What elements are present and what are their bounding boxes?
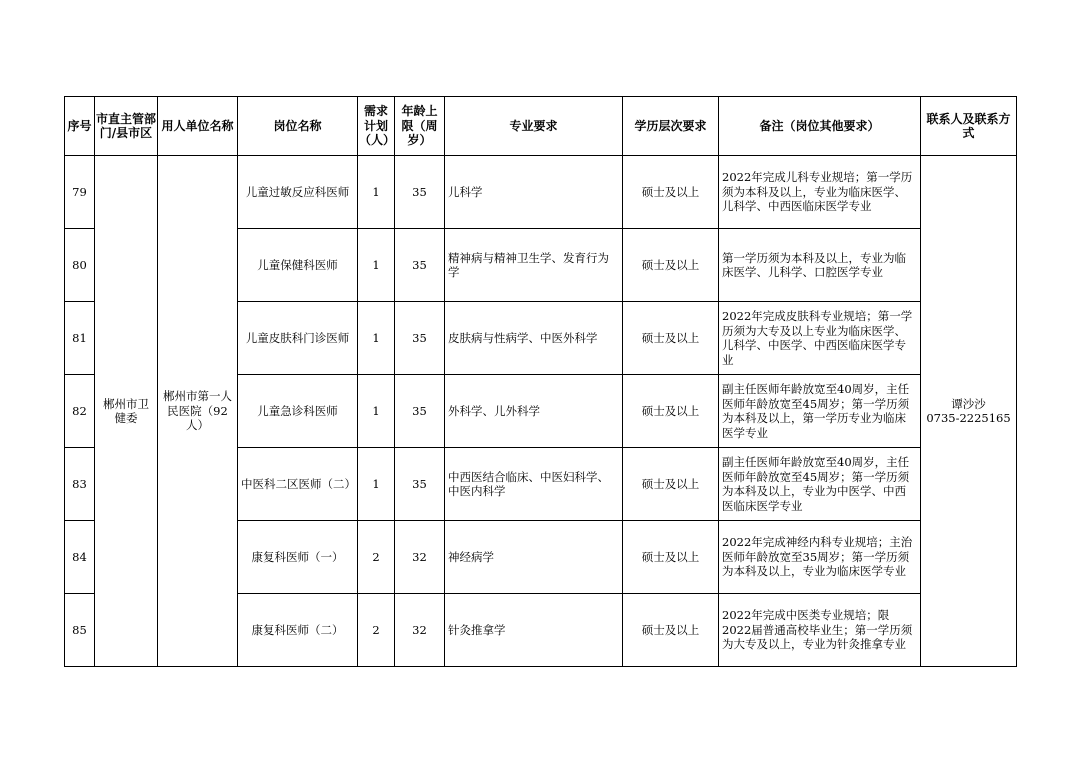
row-age: 35 — [395, 229, 445, 302]
row-notes: 2022年完成儿科专业规培；第一学历须为本科及以上，专业为临床医学、儿科学、中西医临床医学专业 — [719, 156, 921, 229]
dept-cell: 郴州市卫健委 — [95, 156, 158, 667]
row-age: 35 — [395, 156, 445, 229]
row-edu: 硕士及以上 — [623, 375, 719, 448]
row-seq: 85 — [65, 594, 95, 667]
table-row — [65, 156, 1017, 229]
row-count: 1 — [358, 448, 395, 521]
header-seq: 序号 — [65, 97, 95, 156]
row-seq: 80 — [65, 229, 95, 302]
row-major: 外科学、儿外科学 — [445, 375, 623, 448]
row-notes: 副主任医师年龄放宽至40周岁，主任医师年龄放宽至45周岁；第一学历须为本科及以上，专业为中医学、中西医临床医学专业 — [719, 448, 921, 521]
header-age: 年龄上限（周岁） — [395, 97, 445, 156]
row-edu: 硕士及以上 — [623, 594, 719, 667]
row-edu: 硕士及以上 — [623, 448, 719, 521]
row-count: 1 — [358, 156, 395, 229]
row-notes: 副主任医师年龄放宽至40周岁，主任医师年龄放宽至45周岁；第一学历须为本科及以上，第一学历专业为临床医学专业 — [719, 375, 921, 448]
employer-cell: 郴州市第一人民医院（92人） — [158, 156, 238, 667]
row-count: 2 — [358, 521, 395, 594]
row-position: 儿童过敏反应科医师 — [238, 156, 358, 229]
header-edu: 学历层次要求 — [623, 97, 719, 156]
row-seq: 84 — [65, 521, 95, 594]
header-major: 专业要求 — [445, 97, 623, 156]
row-edu: 硕士及以上 — [623, 521, 719, 594]
row-position: 儿童皮肤科门诊医师 — [238, 302, 358, 375]
contact-name: 谭沙沙 — [951, 396, 986, 411]
row-notes: 2022年完成神经内科专业规培；主治医师年龄放宽至35周岁；第一学历须为本科及以上，专业为临床医学专业 — [719, 521, 921, 594]
header-notes: 备注（岗位其他要求） — [719, 97, 921, 156]
header-row — [65, 97, 1017, 156]
recruitment-table — [64, 96, 1017, 667]
row-count: 2 — [358, 594, 395, 667]
row-position: 儿童急诊科医师 — [238, 375, 358, 448]
row-count: 1 — [358, 302, 395, 375]
row-notes: 2022年完成中医类专业规培；限2022届普通高校毕业生；第一学历须为大专及以上，专业为针灸推拿专业 — [719, 594, 921, 667]
row-position: 儿童保健科医师 — [238, 229, 358, 302]
contact-cell — [921, 156, 1017, 667]
row-major: 针灸推拿学 — [445, 594, 623, 667]
row-seq: 79 — [65, 156, 95, 229]
row-age: 35 — [395, 302, 445, 375]
row-count: 1 — [358, 229, 395, 302]
row-major: 神经病学 — [445, 521, 623, 594]
row-age: 35 — [395, 448, 445, 521]
row-seq: 82 — [65, 375, 95, 448]
row-position: 康复科医师（二） — [238, 594, 358, 667]
row-major: 精神病与精神卫生学、发育行为学 — [445, 229, 623, 302]
row-edu: 硕士及以上 — [623, 229, 719, 302]
row-seq: 81 — [65, 302, 95, 375]
row-count: 1 — [358, 375, 395, 448]
header-dept: 市直主管部门/县市区 — [95, 97, 158, 156]
header-position: 岗位名称 — [238, 97, 358, 156]
row-edu: 硕士及以上 — [623, 156, 719, 229]
row-major: 儿科学 — [445, 156, 623, 229]
row-age: 32 — [395, 521, 445, 594]
row-age: 32 — [395, 594, 445, 667]
contact-phone: 0735-2225165 — [926, 411, 1011, 425]
row-major: 皮肤病与性病学、中医外科学 — [445, 302, 623, 375]
header-employer: 用人单位名称 — [158, 97, 238, 156]
row-major: 中西医结合临床、中医妇科学、中医内科学 — [445, 448, 623, 521]
row-position: 中医科二区医师（二） — [238, 448, 358, 521]
row-position: 康复科医师（一） — [238, 521, 358, 594]
row-seq: 83 — [65, 448, 95, 521]
header-count: 需求计划（人） — [358, 97, 395, 156]
row-notes: 2022年完成皮肤科专业规培；第一学历须为大专及以上专业为临床医学、儿科学、中医学、中西医临床医学专业 — [719, 302, 921, 375]
header-contact: 联系人及联系方式 — [921, 97, 1017, 156]
row-notes: 第一学历须为本科及以上，专业为临床医学、儿科学、口腔医学专业 — [719, 229, 921, 302]
row-edu: 硕士及以上 — [623, 302, 719, 375]
row-age: 35 — [395, 375, 445, 448]
